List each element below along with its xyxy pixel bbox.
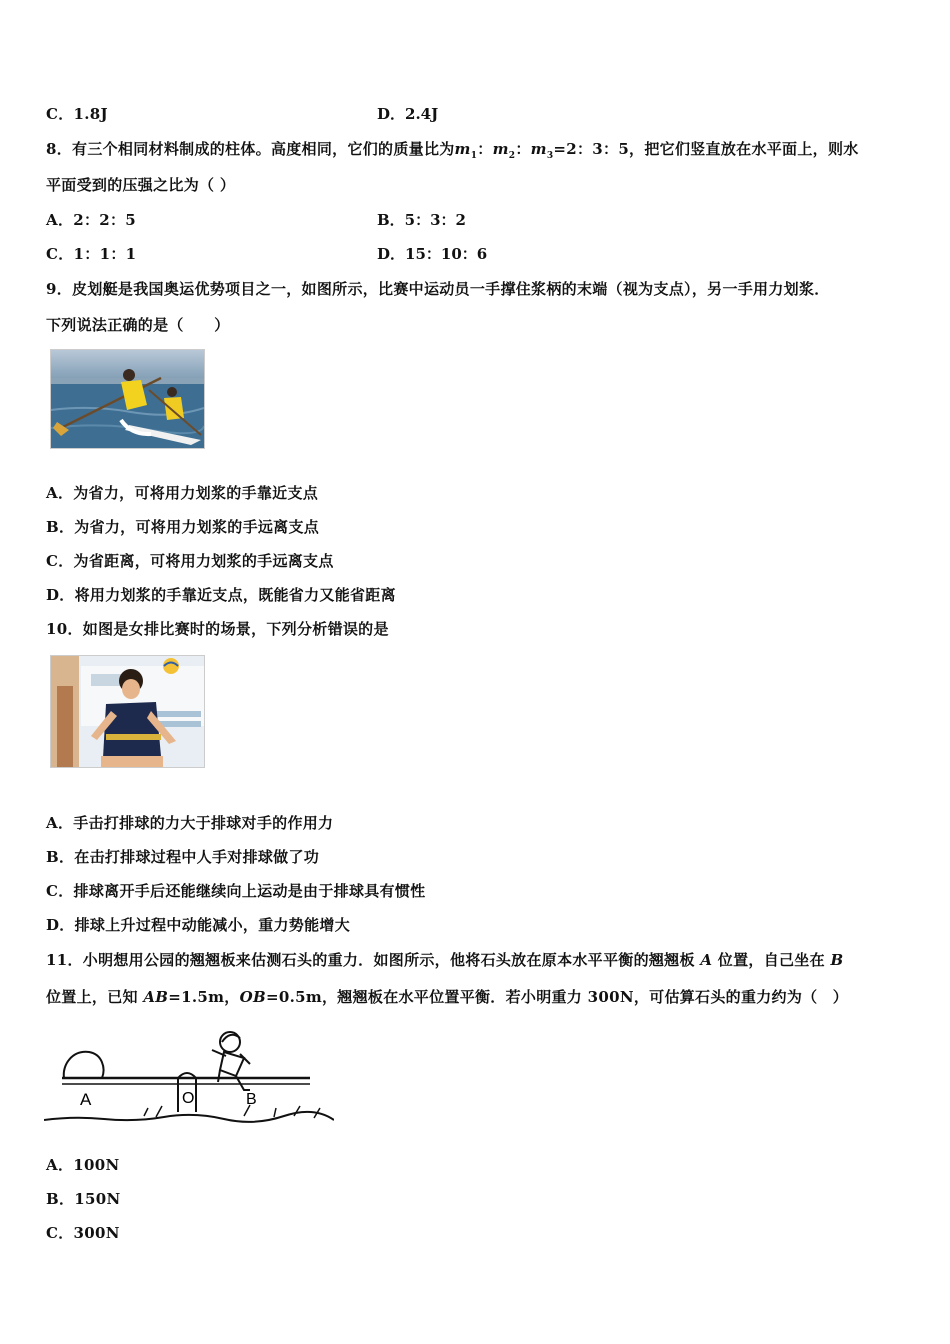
- seesaw-label-o: O: [182, 1090, 195, 1107]
- q9-option-a: A．为省力，可将用力划浆的手靠近支点: [46, 484, 319, 502]
- q11-option-c: C．300N: [46, 1224, 120, 1242]
- q8-option-b: B．5：3：2: [377, 211, 466, 229]
- q10-option-b: B．在击打排球过程中人手对排球做了功: [46, 848, 320, 866]
- q8-option-d: D．15：10：6: [377, 245, 488, 263]
- q9-stem-line1: 9．皮划艇是我国奥运优势项目之一，如图所示，比赛中运动员一手撑住浆柄的末端（视为支点），另一手用力划浆．: [46, 280, 830, 298]
- q10-option-d: D．排球上升过程中动能减小，重力势能增大: [46, 916, 351, 934]
- q9-option-d: D．将用力划浆的手靠近支点，既能省力又能省距离: [46, 586, 396, 604]
- q10-option-c: C．排球离开手后还能继续向上运动是由于排球具有惯性: [46, 882, 426, 900]
- q8-option-c: C．1：1：1: [46, 245, 137, 263]
- q11-option-a: A．100N: [46, 1156, 120, 1174]
- volleyball-photo: [50, 655, 205, 768]
- q8-option-a: A．2：2：5: [46, 211, 137, 229]
- seesaw-diagram: [44, 1020, 334, 1130]
- q9-option-b: B．为省力，可将用力划浆的手远离支点: [46, 518, 320, 536]
- q8-stem-line2: 平面受到的压强之比为（ ）: [46, 176, 236, 194]
- q11-stem-line2: 位置上，已知 AB=1.5m，OB=0.5m，翘翘板在水平位置平衡．若小明重力 300N，可估算石头的重力约为（ ）: [46, 988, 849, 1006]
- q9-option-c: C．为省距离，可将用力划浆的手远离支点: [46, 552, 334, 570]
- q10-option-a: A．手击打排球的力大于排球对手的作用力: [46, 814, 334, 832]
- q11-option-b: B．150N: [46, 1190, 121, 1208]
- seesaw-label-b: B: [246, 1091, 257, 1108]
- q11-stem-line1: 11．小明想用公园的翘翘板来估测石头的重力．如图所示，他将石头放在原本水平平衡的翘翘板 A 位置，自己坐在 B: [46, 951, 844, 969]
- q7-option-c: C．1.8J: [46, 105, 108, 123]
- seesaw-label-a: A: [80, 1090, 92, 1109]
- q9-stem-line2: 下列说法正确的是（ ）: [46, 316, 230, 334]
- kayak-photo: [50, 349, 205, 449]
- q8-stem-line1: 8．有三个相同材料制成的柱体。高度相同，它们的质量比为$m_1$：$m_2$：$m_3=2$：3：5，把它们竖直放在水平面上，则水: [46, 140, 859, 161]
- q7-option-d: D．2.4J: [377, 105, 439, 123]
- q10-stem-line1: 10．如图是女排比赛时的场景，下列分析错误的是: [46, 620, 389, 638]
